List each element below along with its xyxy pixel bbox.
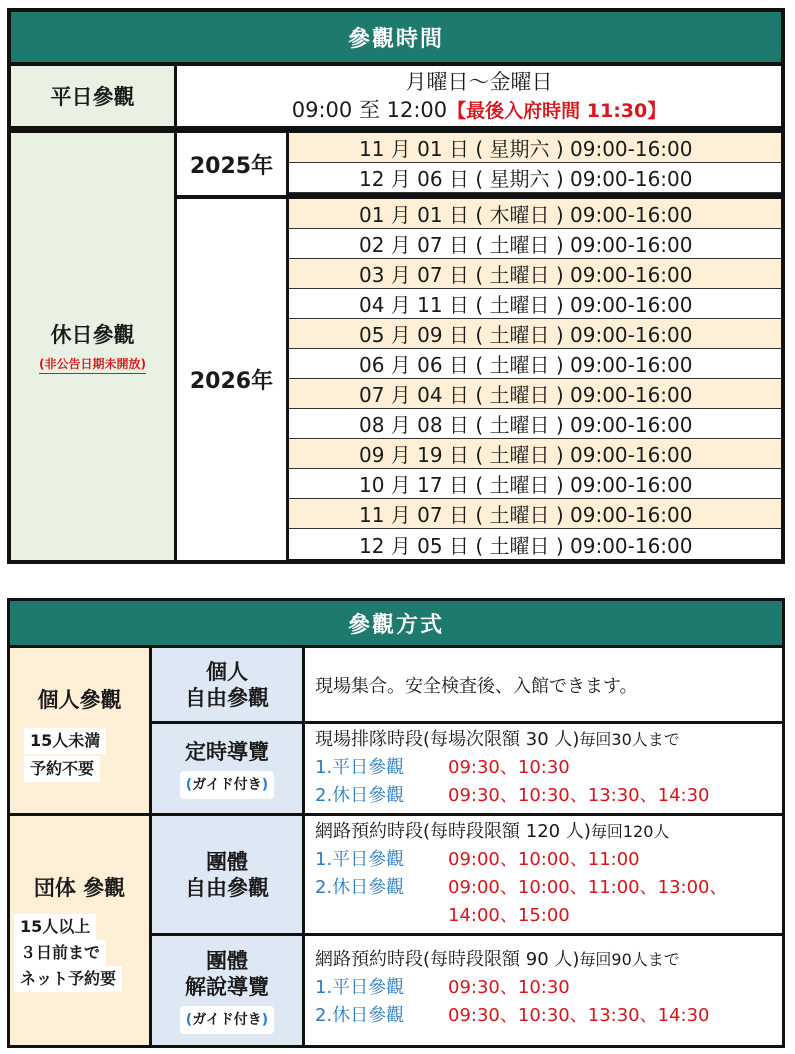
weekday-slot-label: 1.平日參觀 <box>315 757 405 778</box>
weekday-hours: 09:00 至 12:00 <box>291 98 448 122</box>
year-cell-2026: 2026年 <box>177 199 286 560</box>
group-title: 団体 參觀 <box>33 876 126 900</box>
group-free-mode <box>152 816 302 933</box>
individual-guided-desc <box>305 724 782 813</box>
weekday-last-entry: 【最後入府時間 11:30】 <box>447 100 667 122</box>
weekday-visit-label: 平日參觀 <box>11 66 174 126</box>
guide-badge-text: ガイド付き <box>192 776 262 793</box>
mode-label-line: 自由參觀 <box>185 685 269 710</box>
individual-guided-mode <box>152 724 302 813</box>
date-row: 02 月 07 日 ( 土曜日 ) 09:00-16:00 <box>289 229 781 259</box>
weekday-slot-times: 09:00、10:00、11:00 <box>448 849 640 870</box>
holiday-visit-label: 休日參觀 <box>50 323 135 347</box>
mode-label-line: 自由參觀 <box>185 875 269 900</box>
weekday-slot-label: 1.平日參觀 <box>315 849 405 870</box>
group-category-cell <box>10 816 149 1045</box>
individual-reservation-note: 予約不要 <box>24 756 100 782</box>
individual-title: 個人參觀 <box>37 688 122 712</box>
date-rows-2026 <box>289 199 781 559</box>
weekday-days: 月曜日～金曜日 <box>405 70 553 94</box>
date-row: 12 月 06 日 ( 星期六 ) 09:00-16:00 <box>289 163 781 193</box>
visiting-methods-table <box>7 598 785 1048</box>
weekday-slot-times: 09:30、10:30 <box>448 977 570 998</box>
holiday-slot-times-cont: 14:00、15:00 <box>448 905 570 926</box>
visiting-hours-header: 參觀時間 <box>11 12 781 62</box>
weekday-slot-times: 09:30、10:30 <box>448 757 570 778</box>
group-free-desc <box>305 816 782 933</box>
mode-label-line: 解說導覽 <box>185 974 269 999</box>
date-row: 08 月 08 日 ( 土曜日 ) 09:00-16:00 <box>289 409 781 439</box>
slot-heading-note: 毎回30人まで <box>579 730 680 749</box>
date-row: 06 月 06 日 ( 土曜日 ) 09:00-16:00 <box>289 349 781 379</box>
date-row: 01 月 01 日 ( 木曜日 ) 09:00-16:00 <box>289 199 781 229</box>
date-row: 07 月 04 日 ( 土曜日 ) 09:00-16:00 <box>289 379 781 409</box>
weekday-visit-info <box>177 66 781 126</box>
holiday-slot-times: 09:30、10:30、13:30、14:30 <box>448 1005 710 1026</box>
date-row: 11 月 01 日 ( 星期六 ) 09:00-16:00 <box>289 133 781 163</box>
individual-category-cell <box>10 648 149 813</box>
date-row: 05 月 09 日 ( 土曜日 ) 09:00-16:00 <box>289 319 781 349</box>
date-row: 10 月 17 日 ( 土曜日 ) 09:00-16:00 <box>289 469 781 499</box>
holiday-visit-note: (非公告日期未開放) <box>39 355 146 374</box>
slot-heading: 網路預約時段(每時段限額 120 人) <box>315 821 591 842</box>
individual-size-note: 15人未満 <box>24 728 106 754</box>
year-cell-2025: 2025年 <box>177 133 286 195</box>
slot-heading: 網路預約時段(每時段限額 90 人) <box>315 949 580 970</box>
mode-label-line: 定時導覽 <box>185 739 269 764</box>
weekday-hours-line <box>177 96 781 125</box>
holiday-slot-label: 2.休日參觀 <box>315 1005 405 1026</box>
guide-badge: (ガイド付き) <box>180 771 274 799</box>
slot-heading-note: 毎回120人 <box>590 822 670 841</box>
slot-heading-note: 毎回90人まで <box>579 950 680 969</box>
guide-badge-text: ガイド付き <box>192 1011 262 1028</box>
individual-free-desc <box>305 648 782 721</box>
group-size-note: 15人以上 <box>14 914 96 940</box>
group-guided-desc <box>305 936 782 1045</box>
date-row: 09 月 19 日 ( 土曜日 ) 09:00-16:00 <box>289 439 781 469</box>
weekday-slot-label: 1.平日參觀 <box>315 977 405 998</box>
guide-badge: (ガイド付き) <box>180 1006 274 1034</box>
holiday-slot-times: 09:30、10:30、13:30、14:30 <box>448 785 710 806</box>
group-deadline-note: ３日前まで <box>14 940 106 966</box>
holiday-visit-label-cell <box>11 133 174 560</box>
date-row: 03 月 07 日 ( 土曜日 ) 09:00-16:00 <box>289 259 781 289</box>
date-row: 11 月 07 日 ( 土曜日 ) 09:00-16:00 <box>289 499 781 529</box>
individual-free-desc-text: 現場集合。安全検査後、入館できます。 <box>315 675 638 697</box>
group-guided-mode <box>152 936 302 1045</box>
mode-label-line: 個人 <box>206 659 248 684</box>
date-rows-2025 <box>289 133 781 193</box>
date-row: 04 月 11 日 ( 土曜日 ) 09:00-16:00 <box>289 289 781 319</box>
holiday-slot-times: 09:00、10:00、11:00、13:00、 <box>448 877 728 898</box>
visiting-methods-header: 參觀方式 <box>10 601 782 645</box>
slot-heading: 現場排隊時段(每場次限額 30 人) <box>315 729 580 750</box>
individual-free-mode <box>152 648 302 721</box>
holiday-slot-label: 2.休日參觀 <box>315 877 405 898</box>
mode-label-line: 團體 <box>206 849 248 874</box>
date-row: 12 月 05 日 ( 土曜日 ) 09:00-16:00 <box>289 529 781 559</box>
holiday-slot-label: 2.休日參觀 <box>315 785 405 806</box>
mode-label-line: 團體 <box>206 948 248 973</box>
group-reservation-note: ネット予約要 <box>14 966 122 992</box>
visiting-hours-table <box>7 8 785 564</box>
